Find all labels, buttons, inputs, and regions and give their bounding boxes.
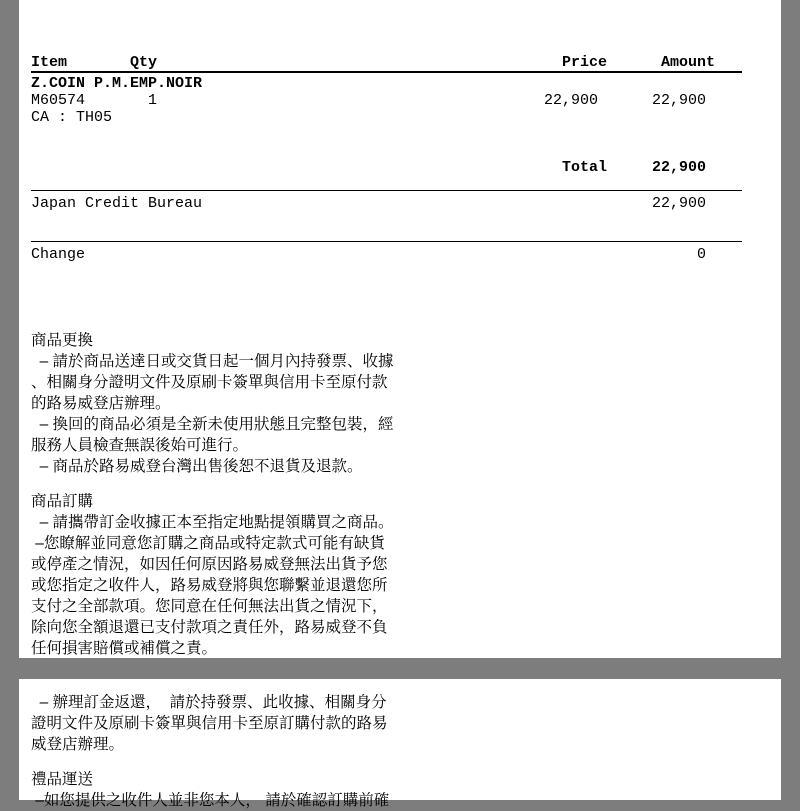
column-header-price: Price bbox=[561, 54, 607, 71]
section-ordering-lines bbox=[31, 512, 421, 659]
terms-text-page1 bbox=[31, 330, 421, 659]
text-line: 除向您全額退還已支付款項之責任外，路易威登不負 bbox=[31, 619, 388, 636]
product-qty: 1 bbox=[148, 92, 158, 109]
cashier-code: CA : TH05 bbox=[31, 109, 113, 126]
product-name-row bbox=[31, 76, 742, 93]
product-detail-row bbox=[31, 93, 742, 110]
text-line: 服務人員檢查無誤後始可進行。 bbox=[31, 437, 249, 454]
payment-method: Japan Credit Bureau bbox=[31, 195, 203, 212]
section-exchange-lines bbox=[31, 351, 421, 477]
section-gift-delivery-lines bbox=[31, 790, 421, 811]
product-name: Z.COIN P.M.EMP.NOIR bbox=[31, 75, 203, 92]
text-line: 證明文件及原刷卡簽單與信用卡至原訂購付款的路易 bbox=[31, 715, 388, 732]
separator-line bbox=[31, 241, 742, 242]
receipt-page-1 bbox=[19, 0, 781, 658]
change-row bbox=[31, 247, 742, 264]
text-line: – 辦理訂金返還， 請於持發票、此收據、相關身分 bbox=[31, 694, 387, 711]
cashier-row bbox=[31, 110, 742, 127]
change-label: Change bbox=[31, 246, 86, 263]
column-header-item: Item bbox=[31, 54, 68, 71]
total-value: 22,900 bbox=[651, 159, 706, 176]
receipt-page-2 bbox=[19, 679, 781, 809]
section-title-gift-delivery: 禮品運送 bbox=[31, 771, 94, 788]
text-line: – 請攜帶訂金收據正本至指定地點提領購買之商品。 bbox=[31, 514, 394, 531]
text-line: 的路易威登店辦理。 bbox=[31, 395, 171, 412]
text-line: – 換回的商品必須是全新未使用狀態且完整包裝，經 bbox=[31, 416, 394, 433]
column-header-amount: Amount bbox=[660, 54, 715, 71]
text-line: 或停產之情況，如因任何原因路易威登無法出貨予您 bbox=[31, 556, 388, 573]
text-line: 威登店辦理。 bbox=[31, 736, 125, 753]
text-line: –如您提供之收件人並非您本人， 請於確認訂購前確 bbox=[31, 792, 390, 809]
text-line: 支付之全部款項。您同意在任何無法出貨之情況下， bbox=[31, 598, 388, 615]
payment-amount: 22,900 bbox=[651, 195, 706, 212]
payment-row bbox=[31, 196, 742, 213]
text-line: – 請於商品送達日或交貨日起一個月內持發票、收據 bbox=[31, 353, 394, 370]
product-price: 22,900 bbox=[543, 92, 598, 109]
product-amount: 22,900 bbox=[651, 92, 706, 109]
section-title-ordering: 商品訂購 bbox=[31, 493, 94, 510]
total-label: Total bbox=[561, 159, 607, 176]
section-ordering-continued-lines bbox=[31, 692, 421, 755]
column-header-qty: Qty bbox=[130, 54, 158, 71]
text-line: –您瞭解並同意您訂購之商品或特定款式可能有缺貨 bbox=[31, 535, 385, 552]
text-line: 或您指定之收件人，路易威登將與您聯繫並退還您所 bbox=[31, 577, 388, 594]
text-line: 任何損害賠償或補償之責。 bbox=[31, 640, 218, 657]
receipt-table-header bbox=[31, 55, 742, 73]
terms-text-page2 bbox=[31, 692, 421, 811]
product-sku: M60574 bbox=[31, 92, 86, 109]
change-value: 0 bbox=[696, 246, 706, 263]
text-line: – 商品於路易威登台灣出售後恕不退貨及退款。 bbox=[31, 458, 363, 475]
separator-line bbox=[31, 190, 742, 191]
section-title-exchange: 商品更換 bbox=[31, 332, 94, 349]
text-line: 、相關身分證明文件及原刷卡簽單與信用卡至原付款 bbox=[31, 374, 388, 391]
total-row bbox=[31, 160, 742, 177]
